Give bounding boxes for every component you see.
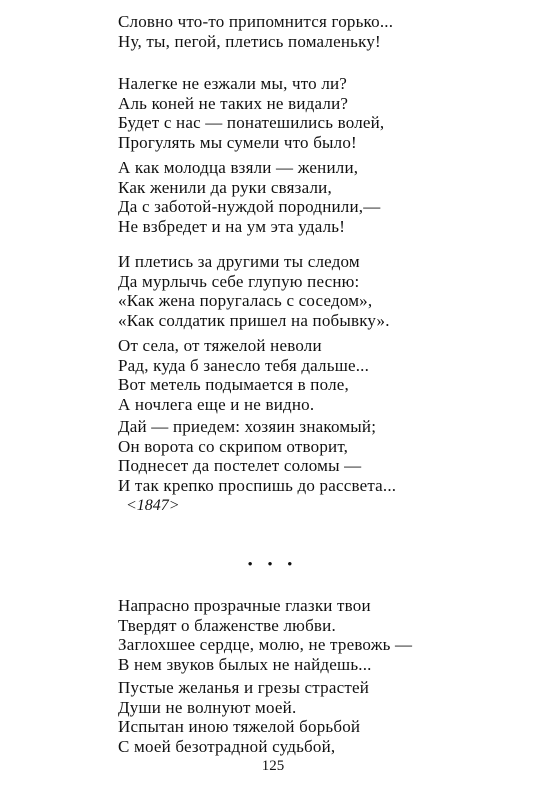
section-separator: • • •	[247, 556, 299, 571]
verse-line: Твердят о блаженстве любви.	[118, 615, 336, 635]
verse-line: Вот метель подымается в поле,	[118, 375, 349, 394]
verse-line: Не взбредет и на ум эта удаль!	[118, 216, 346, 236]
stanza	[118, 74, 384, 152]
verse-line: Будет с нас — понатешились волей,	[118, 113, 385, 132]
stanza	[118, 678, 369, 756]
verse-line: Пустые желанья и грезы страстей	[118, 678, 369, 697]
verse-line: Напрасно прозрачные глазки твои	[118, 596, 371, 615]
verse-line: А ночлега еще и не видно.	[118, 394, 315, 414]
verse-line: И плетись за другими ты следом	[118, 252, 360, 271]
verse-line: Налегке не езжали мы, что ли?	[118, 74, 348, 93]
stanza	[118, 596, 412, 674]
verse-line: Как женили да руки связали,	[118, 177, 332, 197]
verse-line: «Как солдатик пришел на побывку».	[118, 310, 390, 330]
page-number: 125	[261, 758, 285, 774]
verse-line: Да с заботой-нуждой породнили,—	[118, 197, 381, 216]
verse-line: В нем звуков былых не найдешь...	[118, 654, 372, 674]
verse-line: Да мурлычь себе глупую песню:	[118, 271, 360, 291]
verse-line: Дай — приедем: хозяин знакомый;	[118, 417, 377, 436]
verse-line: Рад, куда б занесло тебя дальше...	[118, 355, 370, 375]
verse-line: Испытан иною тяжелой борьбой	[118, 717, 361, 736]
stanza	[118, 336, 369, 414]
stanza	[118, 252, 390, 330]
verse-line: С моей безотрадной судьбой,	[118, 736, 336, 756]
verse-line: Заглохшее сердце, молю, не тревожь —	[118, 635, 413, 654]
poem-date: <1847>	[126, 497, 180, 514]
verse-line: От села, от тяжелой неволи	[118, 336, 322, 355]
verse-line: «Как жена поругалась с соседом»,	[118, 291, 373, 310]
stanza	[118, 417, 396, 495]
stanza	[118, 12, 393, 51]
verse-line: Прогулять мы сумели что было!	[118, 132, 357, 152]
verse-line: Поднесет да постелет соломы —	[118, 456, 362, 475]
verse-line: А как молодца взяли — женили,	[118, 158, 359, 177]
verse-line: Души не волнуют моей.	[118, 697, 297, 717]
stanza	[118, 158, 380, 236]
verse-line: Ну, ты, пегой, плетись помаленьку!	[118, 31, 381, 51]
verse-line: Аль коней не таких не видали?	[118, 93, 349, 113]
verse-line: Он ворота со скрипом отворит,	[118, 436, 349, 456]
verse-line: Словно что-то припомнится горько...	[118, 12, 394, 31]
verse-line: И так крепко проспишь до рассвета...	[118, 475, 397, 495]
